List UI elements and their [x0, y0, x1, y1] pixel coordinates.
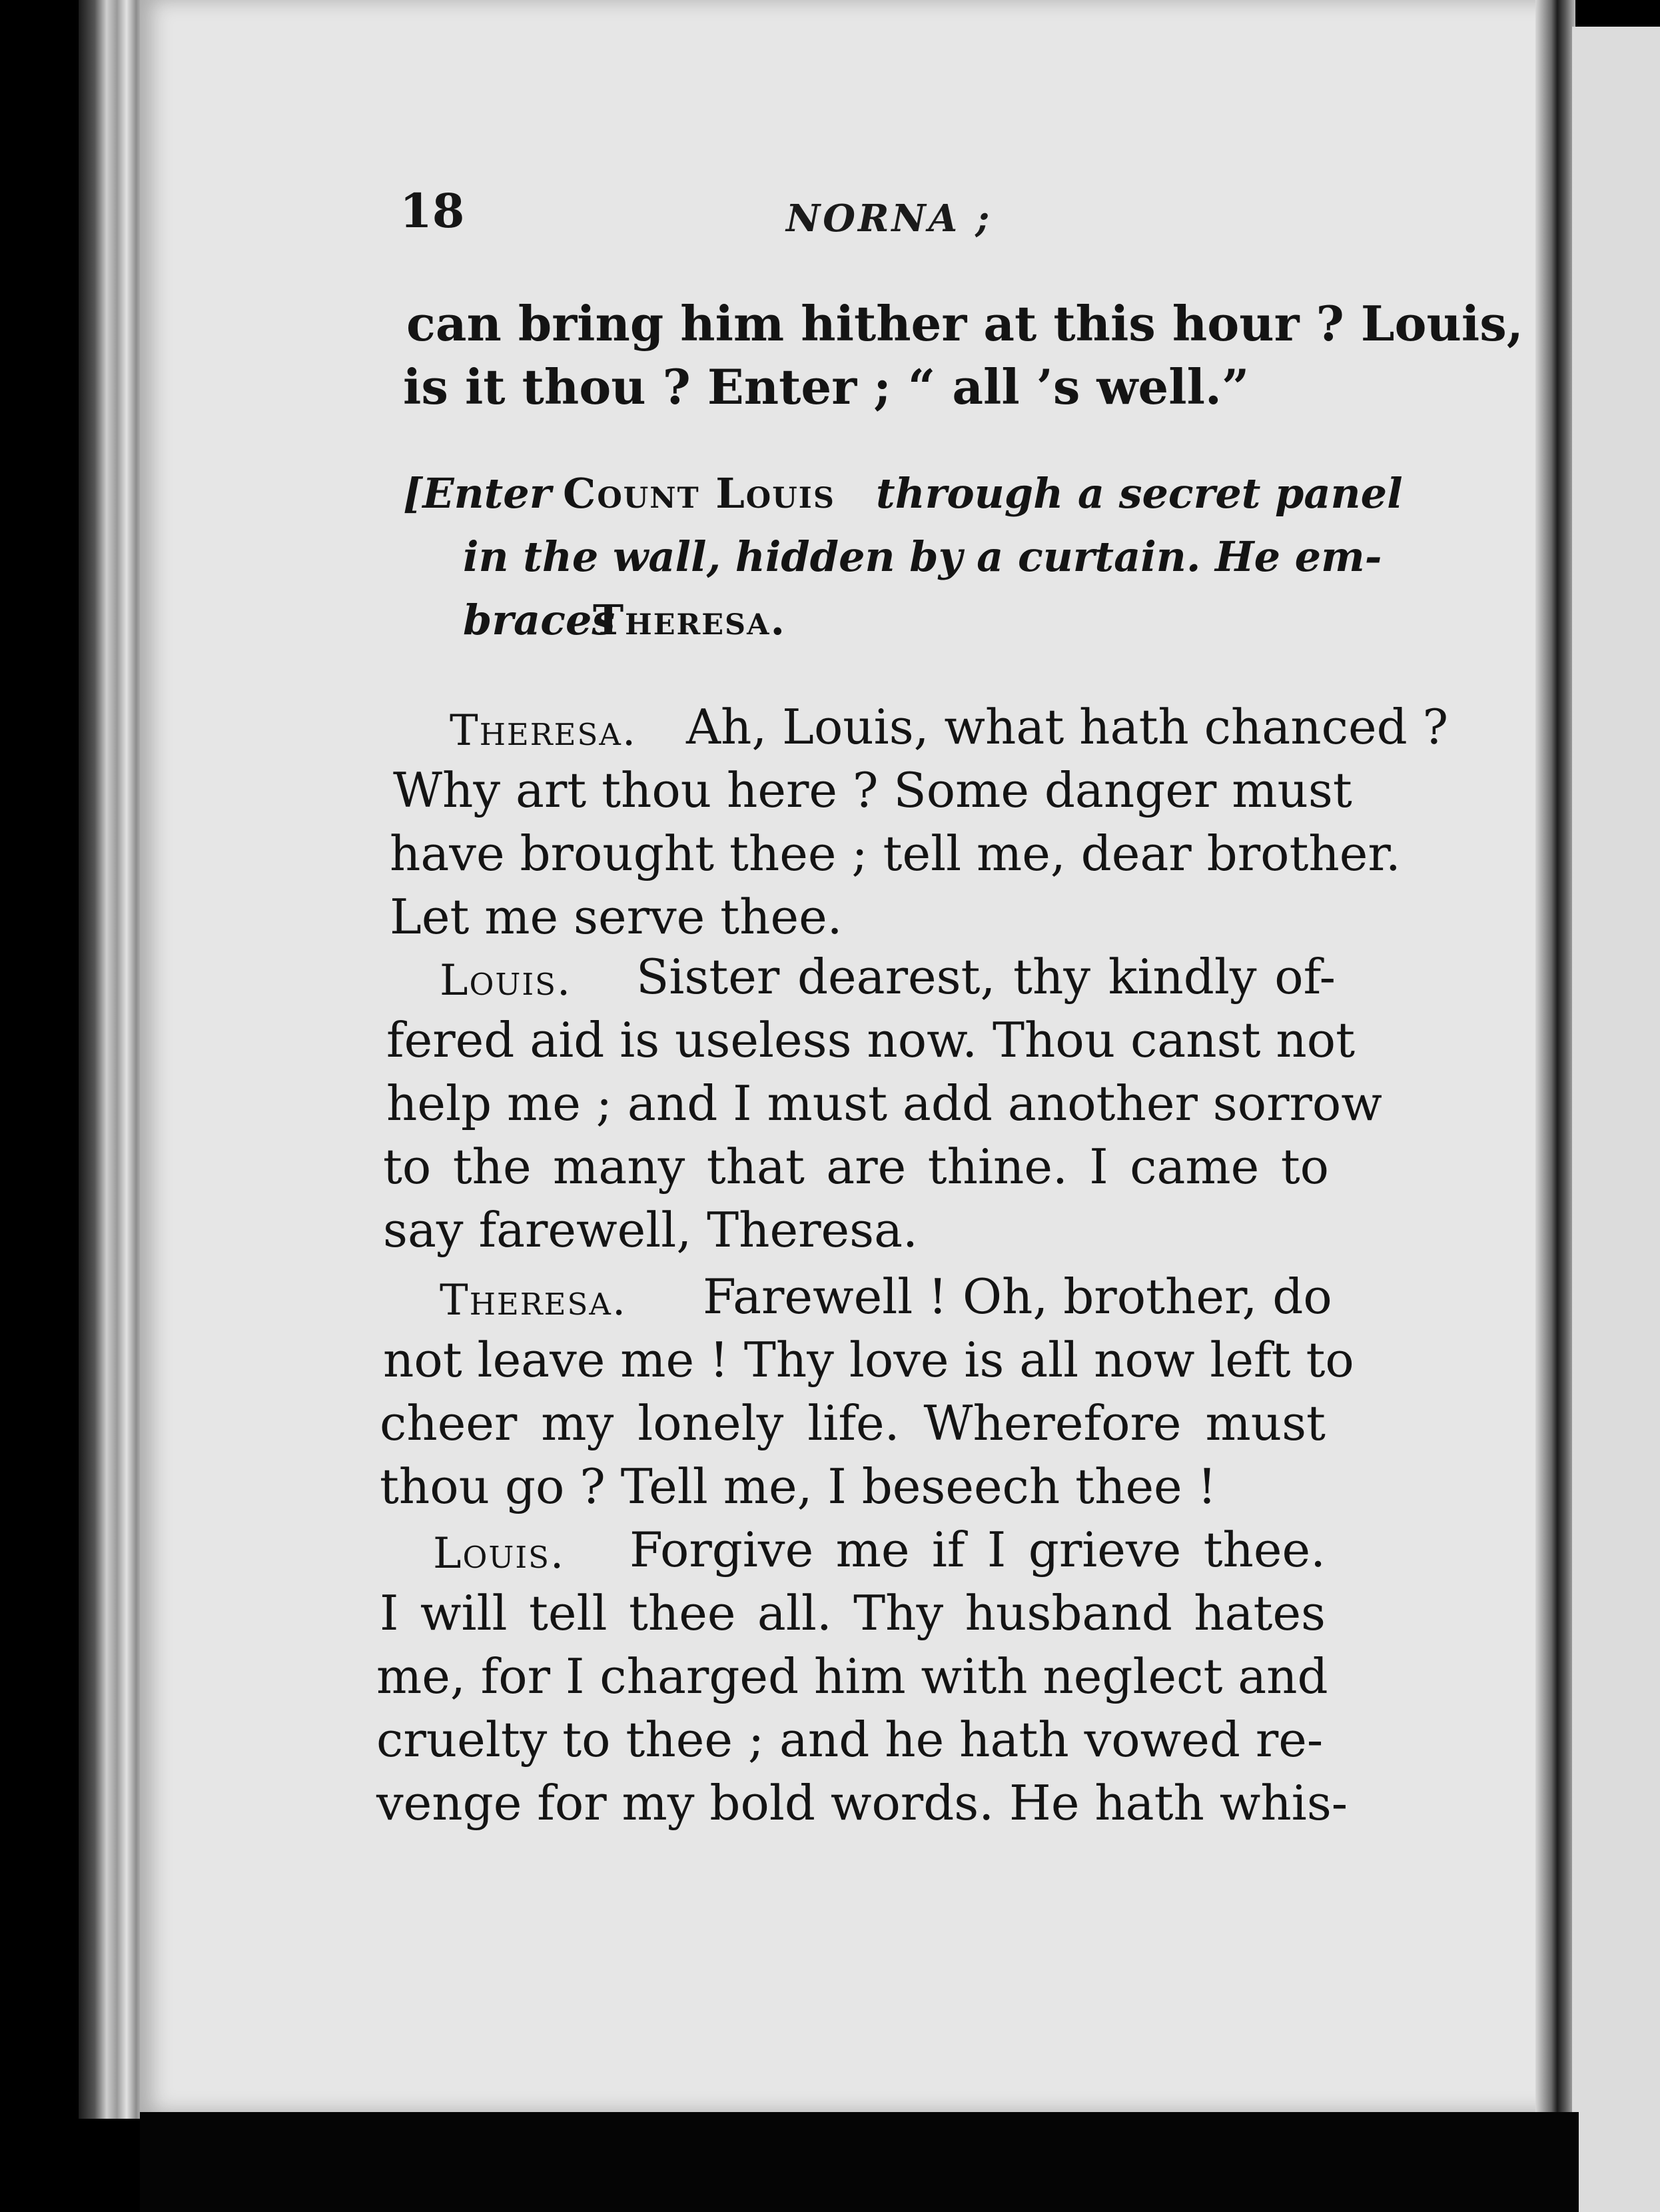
text-line: help me ; and I must add another sorrow [386, 1075, 1382, 1131]
stage-direction-open: [Enter [403, 469, 552, 518]
text-line: Farewell ! Oh, brother, do [703, 1269, 1332, 1325]
character-name: Theresa. [593, 596, 787, 644]
running-head-title: NORNA ; [786, 197, 993, 241]
text-line: fered aid is useless now. Thou canst not [386, 1012, 1356, 1068]
text-line: to the many that are thine. I came to [383, 1139, 1329, 1195]
text-line: not leave me ! Thy love is all now left to [383, 1332, 1354, 1388]
text-line: Why art thou here ? Some danger must [393, 762, 1352, 818]
text-line: Ah, Louis, what hath chanced ? [686, 699, 1449, 755]
scan-border [140, 2112, 1579, 2212]
speaker-name: Theresa. [440, 1276, 627, 1325]
speaker-name: Louis. [433, 1529, 566, 1578]
facing-page-edge [1572, 27, 1660, 2212]
text-line: thou go ? Tell me, I beseech thee ! [380, 1458, 1217, 1514]
speaker-name: Theresa. [450, 706, 637, 756]
text-line: say farewell, Theresa. [383, 1202, 918, 1258]
stage-direction-text: braces [463, 596, 616, 644]
running-head [400, 183, 1332, 250]
page-number: 18 [400, 183, 465, 239]
text-line: Let me serve thee. [390, 889, 843, 945]
text-line: is it thou ? Enter ; “ all ’s well.” [403, 358, 1250, 415]
text-line: venge for my bold words. He hath whis- [376, 1775, 1348, 1831]
character-name: Count Louis [563, 469, 835, 518]
text-line: me, for I charged him with neglect and [376, 1648, 1328, 1704]
text-line: can bring him hither at this hour ? Louis, [406, 295, 1523, 352]
text-line: I will tell thee all. Thy husband hates [380, 1585, 1326, 1641]
text-line: Forgive me if I grieve thee. [629, 1522, 1326, 1578]
stage-direction-text: in the wall, hidden by a curtain. He em- [463, 532, 1382, 581]
book-gutter [1535, 0, 1575, 2212]
text-line: cruelty to thee ; and he hath vowed re- [376, 1712, 1324, 1768]
text-line: Sister dearest, thy kindly of- [636, 949, 1336, 1005]
stage-direction-character [593, 596, 787, 644]
speaker-name: Louis. [440, 956, 572, 1005]
stage-direction-text: through a secret panel [876, 469, 1403, 518]
text-line: cheer my lonely life. Wherefore must [380, 1395, 1326, 1451]
text-line: have brought thee ; tell me, dear brother. [390, 826, 1401, 881]
stage-direction-character [563, 469, 835, 518]
